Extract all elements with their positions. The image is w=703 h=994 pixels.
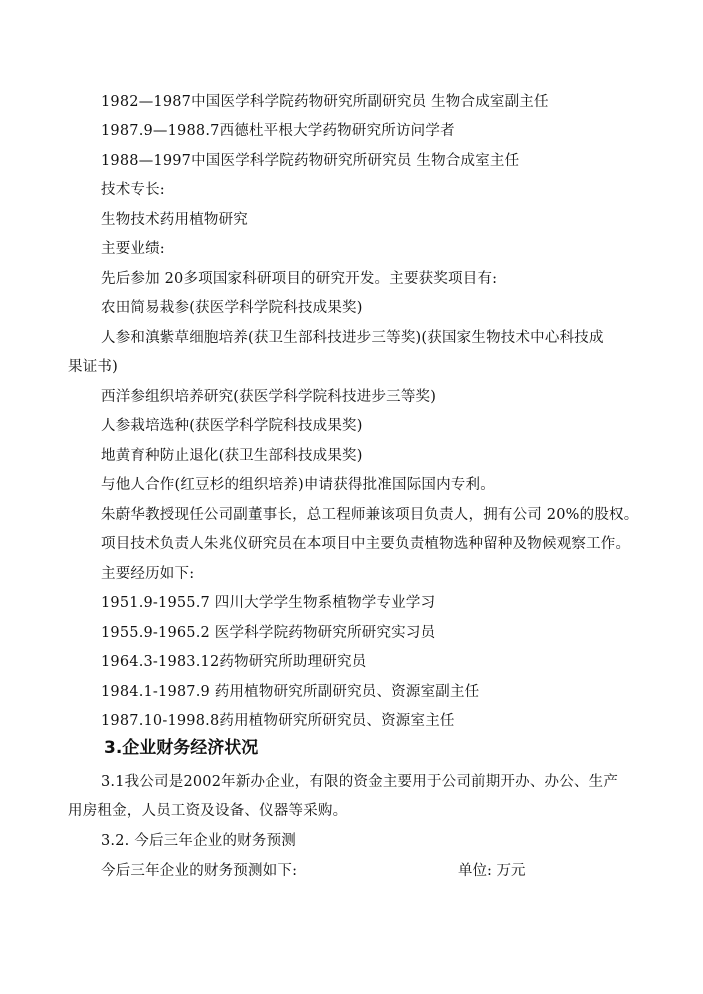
career-line-3: 1988—1997中国医学科学院药物研究所研究员 生物合成室主任 xyxy=(101,153,520,169)
unit-label: 单位: 万元 xyxy=(458,863,526,879)
shareholding-statement: 朱蔚华教授现任公司副董事长，总工程师兼该项目负责人，拥有公司 20%的股权。 xyxy=(101,507,639,523)
experience-item: 1964.3-1983.12药物研究所助理研究员 xyxy=(101,654,367,670)
achievement-item: 地黄育种防止退化(获卫生部科技成果奖) xyxy=(101,448,363,464)
achievement-item: 西洋参组织培养研究(获医学科学院科技进步三等奖) xyxy=(101,389,437,405)
forecast-intro: 今后三年企业的财务预测如下: xyxy=(101,863,298,879)
section-3-paragraph-line-1: 3.1我公司是2002年新办企业，有限的资金主要用于公司前期开办、办公、生产 xyxy=(101,774,619,790)
project-lead-statement: 项目技术负责人朱兆仪研究员在本项目中主要负责植物选种留种及物候观察工作。 xyxy=(101,536,631,552)
achievement-item: 与他人合作(红豆杉的组织培养)申请获得批准国际国内专利。 xyxy=(101,477,495,493)
experience-item: 1987.10-1998.8药用植物研究所研究员、资源室主任 xyxy=(101,713,455,729)
achievement-item: 农田简易栽参(获医学科学院科技成果奖) xyxy=(101,300,363,316)
achievement-item: 人参栽培选种(获医学科学院科技成果奖) xyxy=(101,418,363,434)
specialty-value: 生物技术药用植物研究 xyxy=(101,212,248,228)
experience-item: 1984.1-1987.9 药用植物研究所副研究员、资源室副主任 xyxy=(101,684,480,700)
achievements-intro: 先后参加 20多项国家科研项目的研究开发。主要获奖项目有: xyxy=(101,271,498,287)
section-3-paragraph-line-2: 用房租金，人员工资及设备、仪器等采购。 xyxy=(68,803,348,819)
achievement-item: 人参和滇紫草细胞培养(获卫生部科技进步三等奖)(获国家生物技术中心科技成 xyxy=(101,330,604,346)
experience-label: 主要经历如下: xyxy=(101,566,195,582)
experience-item: 1955.9-1965.2 医学科学院药物研究所研究实习员 xyxy=(101,625,436,641)
section-3-2-heading: 3.2. 今后三年企业的财务预测 xyxy=(101,833,296,849)
specialty-label: 技术专长: xyxy=(101,182,165,198)
section-3-heading: 3.企业财务经济状况 xyxy=(104,738,259,758)
achievement-item-continued: 果证书) xyxy=(68,359,118,375)
experience-item: 1951.9-1955.7 四川大学学生物系植物学专业学习 xyxy=(101,595,436,611)
career-line-1: 1982—1987中国医学科学院药物研究所副研究员 生物合成室副主任 xyxy=(101,94,549,110)
career-line-2: 1987.9—1988.7西德杜平根大学药物研究所访问学者 xyxy=(101,123,455,139)
achievements-label: 主要业绩: xyxy=(101,241,165,257)
